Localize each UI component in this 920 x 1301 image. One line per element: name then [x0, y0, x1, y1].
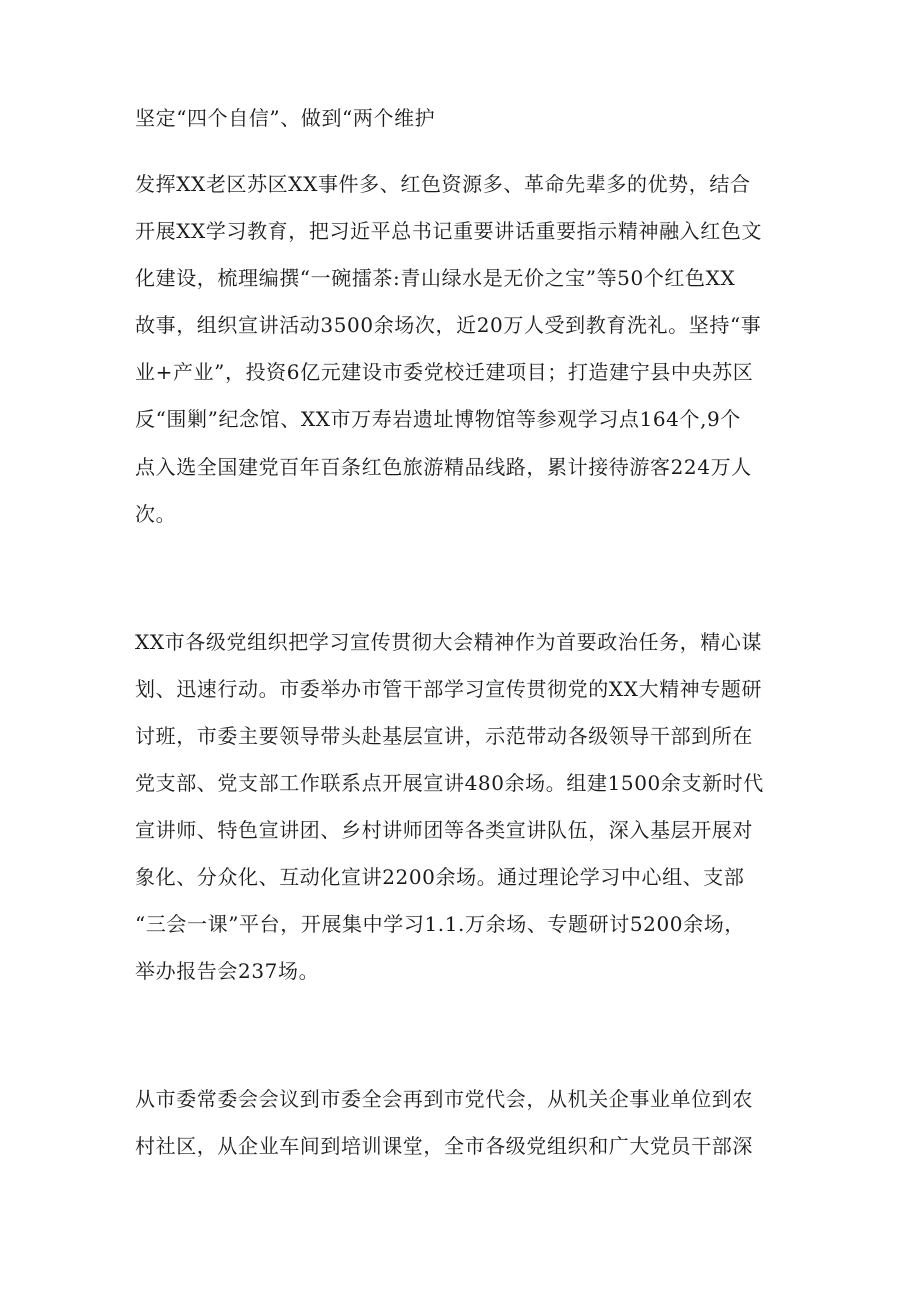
document-heading: 坚定“四个自信”、做到“两个维护: [135, 106, 436, 130]
paragraph-1-line-5: 业+产业”，投资6亿元建设市委党校迁建项目；打造建宁县中央苏区: [135, 360, 754, 384]
paragraph-2-line-3: 讨班，市委主要领导带头赴基层宣讲，示范带动各级领导干部到所在: [135, 724, 753, 748]
paragraph-1-line-2: 开展XX学习教育，把习近平总书记重要讲话重要指示精神融入红色文: [135, 219, 763, 243]
paragraph-1-line-6: 反“围剿”纪念馆、XX市万寿岩遗址博物馆等参观学习点164个,9个: [135, 407, 741, 431]
paragraph-2-line-1: XX市各级党组织把学习宣传贯彻大会精神作为首要政治任务，精心谋: [135, 630, 763, 654]
paragraph-3-line-1: 从市委常委会会议到市委全会再到市党代会，从机关企事业单位到农: [135, 1087, 753, 1111]
paragraph-2-line-7: “三会一课”平台，开展集中学习1.1.万余场、专题研讨5200余场，: [135, 912, 745, 936]
paragraph-2-line-6: 象化、分众化、互动化宣讲2200余场。通过理论学习中心组、支部: [135, 865, 745, 889]
paragraph-1-line-4: 故事，组织宣讲活动3500余场次，近20万人受到教育洗礼。坚持“事: [135, 313, 762, 337]
paragraph-1-line-8: 次。: [135, 502, 177, 526]
paragraph-1-line-1: 发挥XX老区苏区XX事件多、红色资源多、革命先辈多的优势，结合: [135, 172, 751, 196]
paragraph-1-line-3: 化建设，梳理编撰“一碗擂茶:青山绿水是无价之宝”等50个红色XX: [135, 266, 736, 290]
paragraph-3-line-2: 村社区，从企业车间到培训课堂，全市各级党组织和广大党员干部深: [135, 1134, 753, 1158]
paragraph-2-line-2: 划、迅速行动。市委举办市管干部学习宣传贯彻党的XX大精神专题研: [135, 677, 763, 701]
paragraph-2-line-5: 宣讲师、特色宣讲团、乡村讲师团等各类宣讲队伍，深入基层开展对: [135, 818, 753, 842]
paragraph-2-line-4: 党支部、党支部工作联系点开展宣讲480余场。组建1500余支新时代: [135, 771, 764, 795]
paragraph-2-line-8: 举办报告会237场。: [135, 959, 320, 983]
paragraph-1-line-7: 点入选全国建党百年百条红色旅游精品线路，累计接待游客224万人: [135, 455, 752, 479]
